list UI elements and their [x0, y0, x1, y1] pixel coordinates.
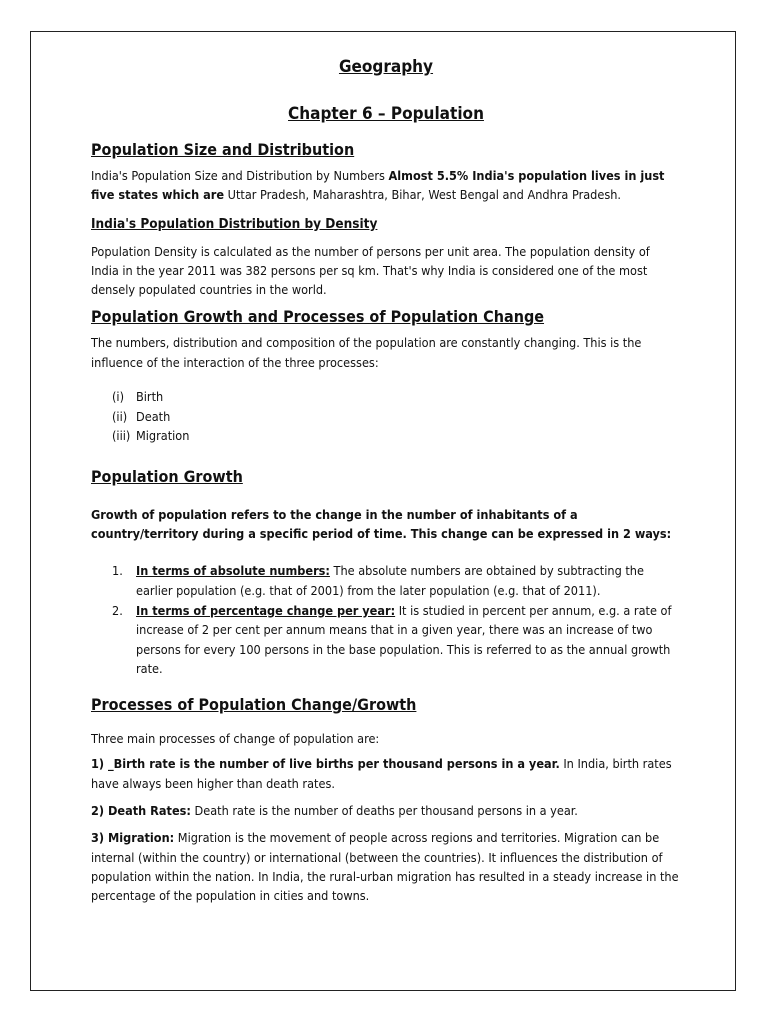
growth-ways-list: [112, 561, 681, 679]
process-list: [112, 387, 681, 446]
list-item: (i) Birth: [112, 389, 164, 405]
list-item: (iii) Migration: [112, 428, 190, 444]
paragraph-growth-definition: Growth of population refers to the change in the number of inhabitants of a country/territory during a specific period of time. This change can be expressed in 2 ways:: [91, 506, 672, 542]
chapter-title: Chapter 6 – Population: [288, 104, 484, 124]
document-title: Geography: [338, 57, 434, 77]
subheading-density: India's Population Distribution by Density: [91, 215, 378, 232]
section-heading-size-distribution: Population Size and Distribution: [91, 140, 355, 159]
section-heading-population-growth: Population Growth: [91, 466, 243, 486]
list-item: 1. In terms of absolute numbers: The absolute numbers are obtained by subtracting the earlier population (e.g. that of 2001) from the later population (e.g. that of 2011).: [112, 563, 644, 599]
paragraph-processes: The numbers, distribution and composition of the population are constantly changing. This is the influence of the interaction of the three processes:: [91, 335, 642, 370]
list-item: 2. In terms of percentage change per year: It is studied in percent per annum, e.g. a rate of increase of 2 per cent per annum means that in a given year, there was an increase of two persons for every 100 persons in the base population. This is referred to as the annual growth rate.: [112, 602, 672, 677]
document-page: [30, 31, 736, 991]
paragraph-size-distribution: India's Population Size and Distribution by Numbers Almost 5.5% India's population lives in just five states which are Uttar Pradesh, Maharashtra, Bihar, West Bengal and Andhra Pradesh.: [91, 168, 665, 203]
paragraph-three-processes: Three main processes of change of population are:: [91, 731, 380, 747]
paragraph-density: Population Density is calculated as the number of persons per unit area. The population density of India in the year 2011 was 382 persons per sq km. That's why India is considered one of the most densely populated countries in the world.: [91, 243, 650, 298]
paragraph-death-rate: 2) Death Rates: Death rate is the number of deaths per thousand persons in a year.: [91, 802, 578, 818]
section-heading-growth-processes: Population Growth and Processes of Population Change: [91, 307, 545, 327]
paragraph-migration: 3) Migration: Migration is the movement of people across regions and territories. Migration can be internal (within the country) or international (between the countries). It influences the distribution of population within the nation. In India, the rural-urban migration has resulted in a steady increase in the percentage of the population in cities and towns.: [91, 830, 679, 904]
section-heading-change-growth: Processes of Population Change/Growth: [91, 695, 417, 715]
list-item: (ii) Death: [112, 408, 171, 424]
document-content: [91, 56, 681, 905]
paragraph-birth-rate: 1) _Birth rate is the number of live births per thousand persons in a year. In India, birth rates have always been higher than death rates.: [91, 756, 672, 791]
